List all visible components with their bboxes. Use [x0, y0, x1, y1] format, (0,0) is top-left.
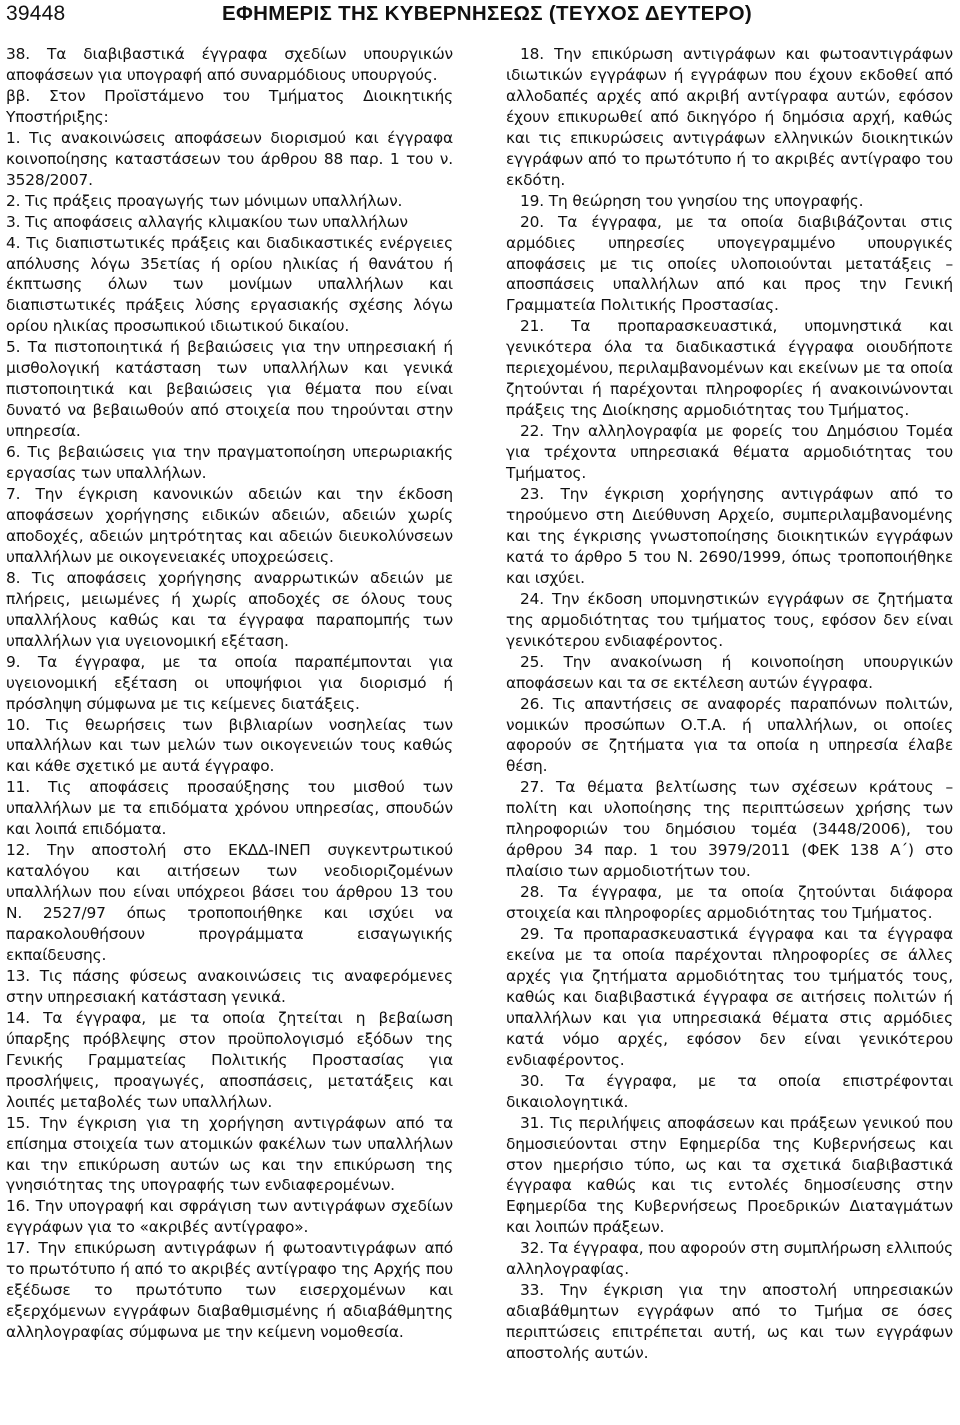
right-column	[506, 44, 953, 1364]
paragraph: 11. Τις αποφάσεις προσαύξησης του μισθού των υπαλλήλων με τα επιδόματα χρόνου υπηρεσίας, σπουδών και λοιπά επιδόματα.	[6, 778, 453, 839]
paragraph: 27. Τα θέματα βελτίωσης των σχέσεων κράτους – πολίτη και υλοποίησης της περιπτώσεων χρήσης των πληροφοριών του δημόσιου τομέα (3448/2006), του άρθρου 34 παρ. 1 του 3979/2011 (ΦΕΚ 138 Α΄) στο πλαίσιο των αρμοδιοτήτων του.	[506, 778, 953, 881]
paragraph: 14. Τα έγγραφα, με τα οποία ζητείται η βεβαίωση ύπαρξης πρόβλεψης στον προϋπολογισμό εξόδων της Γενικής Γραμματείας Πολιτικής Προστασίας για προσλήψεις, προαγωγές, αποσπάσεις, μετατάξεις και λοιπές μεταβολές των υπαλλήλων.	[6, 1008, 453, 1111]
paragraph: 3. Τις αποφάσεις αλλαγής κλιμακίου των υπαλλήλων	[6, 212, 408, 231]
paragraph: 16. Την υπογραφή και σφράγιση των αντιγράφων σχεδίων εγγράφων για το «ακριβές αντίγραφο».	[6, 1197, 453, 1237]
paragraph: 31. Τις περιλήψεις αποφάσεων και πράξεων γενικού που δημοσιεύονται στην Εφημερίδα της Κυβερνήσεως και στον ημερήσιο τύπο, ως και τα σχετικά διαβιβαστικά έγγραφα καθώς και τις εντολές δημοσίευσης στην Εφημερίδα της Κυβερνήσεως Προεδρικών Διαταγμάτων και λοιπών πράξεων.	[506, 1113, 953, 1237]
paragraph: 29. Τα προπαρασκευαστικά έγγραφα και τα έγγραφα εκείνα με τα οποία παρέχονται πληροφορίες σε άλλες αρχές για ζητήματα αρμοδιότητας του τμήματός τους, καθώς και διαβιβαστικά έγγραφα σε αιτήσεις πολιτών ή υπαλλήλων και για υπηρεσιακά θέματα στις αρμόδιες κατά νόμο αρχές, εφόσον δεν είναι γενικότερου ενδιαφέροντος.	[506, 925, 953, 1069]
paragraph: 22. Την αλληλογραφία με φορείς του Δημόσιου Τομέα για τρέχοντα υπηρεσιακά θέματα αρμοδιότητας του Τμήματος.	[506, 422, 953, 483]
paragraph: 6. Τις βεβαιώσεις για την πραγματοποίηση υπερωριακής εργασίας των υπαλλήλων.	[6, 443, 453, 483]
paragraph: 8. Τις αποφάσεις χορήγησης αναρρωτικών αδειών με πλήρεις, μειωμένες ή χωρίς αποδοχές σε όλους τους υπαλλήλους καθώς και τα έγγραφα παραπομπής των υπαλλήλων για υγειονομική εξέταση.	[6, 568, 453, 650]
paragraph: 30. Τα έγγραφα, με τα οποία επιστρέφονται δικαιολογητικά.	[506, 1071, 953, 1111]
paragraph: 19. Τη θεώρηση του γνησίου της υπογραφής.	[520, 191, 864, 210]
paragraph: 23. Την έγκριση χορήγησης αντιγράφων από το τηρούμενο στη Διεύθυνση Αρχείο, συμπεριλαμβανομένης και της έγκρισης γνωστοποίησης διοικητικών εγγράφων κατά το άρθρο 5 του Ν. 2690/1999, όπως τροποποιήθηκε και ισχύει.	[506, 485, 953, 587]
paragraph: 38. Τα διαβιβαστικά έγγραφα σχεδίων υπουργικών αποφάσεων για υπογραφή από συναρμόδιους υπουργούς.	[6, 45, 453, 84]
paragraph: 4. Τις διαπιστωτικές πράξεις και διαδικαστικές ενέργειες απόλυσης λόγω 35ετίας ή ορίου ηλικίας ή θανάτου ή έκπτωσης όλων των μονίμων υπαλλήλων και διαπιστωτικές πράξεις λύσης εργασιακής σχέσης λόγω ορίου ηλικίας προσωπικού ιδιωτικού δικαίου.	[6, 233, 453, 336]
left-column	[6, 44, 453, 1343]
paragraph: 20. Τα έγγραφα, με τα οποία διαβιβάζονται στις αρμόδιες υπηρεσίες υπογεγραμμένο υπουργικές αποφάσεις με τις οποίες υλοποιούνται μετατάξεις – αποσπάσεις υπαλλήλων από και προς την Γενική Γραμματεία Πολιτικής Προστασίας.	[506, 212, 953, 315]
paragraph: 32. Τα έγγραφα, που αφορούν στη συμπλήρωση ελλιπούς αλληλογραφίας.	[506, 1239, 953, 1279]
paragraph: 1. Τις ανακοινώσεις αποφάσεων διορισμού και έγγραφα κοινοποίησης καταστάσεων του άρθρου 88 παρ. 1 του ν. 3528/2007.	[6, 128, 453, 189]
paragraph: 12. Την αποστολή στο ΕΚΔΔ-ΙΝΕΠ συγκεντρωτικού καταλόγου και αιτήσεων των νεοδιοριζομένων υπαλλήλων που είναι υπόχρεοι βάσει του άρθρου 13 του Ν. 2527/97 όπως τροποποιήθηκε και ισχύει να παρακολουθήσουν προγράμματα εισαγωγικής εκπαίδευσης.	[6, 841, 453, 964]
paragraph: 5. Τα πιστοποιητικά ή βεβαιώσεις για την υπηρεσιακή ή μισθολογική κατάσταση των υπαλλήλων και γενικά πιστοποιητικά και βεβαιώσεις για θέματα που είναι δυνατό να βεβαιωθούν από στοιχεία που τηρούνται στην υπηρεσία.	[6, 338, 453, 441]
paragraph: 7. Την έγκριση κανονικών αδειών και την έκδοση αποφάσεων χορήγησης ειδικών αδειών, αδειών χωρίς αποδοχές, αδειών μητρότητας και αδειών διευκολύνσεων υπαλλήλων με οικογενειακές υποχρεώσεις.	[6, 485, 453, 566]
paragraph: 28. Τα έγγραφα, με τα οποία ζητούνται διάφορα στοιχεία και πληροφορίες αρμοδιότητας του Τμήματος.	[506, 883, 953, 923]
gazette-title: ΕΦΗΜΕΡΙΣ ΤΗΣ ΚΥΒΕΡΝΗΣΕΩΣ (ΤΕΥΧΟΣ ΔΕΥΤΕΡΟ)	[222, 2, 752, 25]
paragraph: 33. Την έγκριση για την αποστολή υπηρεσιακών αδιαβάθμητων εγγράφων από το Τμήμα σε όσες περιπτώσεις επιτρέπεται αυτή, ως και των εγγράφων αποστολής αυτών.	[506, 1281, 953, 1363]
paragraph: 2. Τις πράξεις προαγωγής των μόνιμων υπαλλήλων.	[6, 191, 403, 210]
page-number: 39448	[6, 2, 66, 25]
paragraph: 10. Τις θεωρήσεις των βιβλιαρίων νοσηλείας των υπαλλήλων και των μελών των οικογενειών τους καθώς και κάθε σχετικό με αυτά έγγραφο.	[6, 715, 453, 776]
paragraph: 26. Τις απαντήσεις σε αναφορές παραπόνων πολιτών, νομικών προσώπων Ο.Τ.Α. ή υπαλλήλων, οι οποίες αφορούν σε ζητήματα για τα οποία η υπηρεσία έλαβε θέση.	[506, 694, 953, 776]
paragraph: 17. Την επικύρωση αντιγράφων ή φωτοαντιγράφων από το πρωτότυπο ή από το ακριβές αντίγραφο της Αρχής που εξέδωσε το πρωτότυπο των εισερχομένων και εξερχόμενων εγγράφων διαβαθμισμένης ή αδιαβάθμητης αλληλογραφίας σύμφωνα με την κείμενη νομοθεσία.	[6, 1239, 453, 1342]
paragraph: 9. Τα έγγραφα, με τα οποία παραπέμπονται για υγειονομική εξέταση οι υποψήφιοι για διορισμό ή πρόσληψη σύμφωνα με τις κείμενες διατάξεις.	[6, 652, 453, 713]
paragraph: 18. Την επικύρωση αντιγράφων και φωτοαντιγράφων ιδιωτικών εγγράφων ή εγγράφων που έχουν εκδοθεί από αλλοδαπές αρχές από ακριβή αντίγραφα αυτών, εφόσον έχουν επικυρωθεί από δικηγόρο ή δημόσια αρχή, καθώς και τις επικυρώσεις αντιγράφων ελληνικών διοικητικών εγγράφων από το πρωτότυπο ή το ακριβές αντίγραφο του εκδότη.	[506, 45, 953, 189]
page-header	[0, 0, 960, 38]
paragraph: 21. Τα προπαρασκευαστικά, υπομνηστικά και γενικότερα όλα τα διαδικαστικά έγγραφα οιουδήποτε περιεχομένου, περιλαμβανομένων και εκείνων με τα οποία ζητούνται ή παρέχονται πληροφορίες ή ανακοινώνονται πράξεις της Διοίκησης αρμοδιότητας του Τμήματος.	[506, 317, 953, 420]
paragraph: ββ. Στον Προϊστάμενο του Τμήματος Διοικητικής Υποστήριξης:	[6, 86, 453, 126]
paragraph: 13. Τις πάσης φύσεως ανακοινώσεις τις αναφερόμενες στην υπηρεσιακή κατάσταση γενικά.	[6, 966, 453, 1006]
paragraph: 25. Την ανακοίνωση ή κοινοποίηση υπουργικών αποφάσεων και τα σε εκτέλεση αυτών έγγραφα.	[506, 652, 953, 692]
paragraph: 24. Την έκδοση υπομνηστικών εγγράφων σε ζητήματα της αρμοδιότητας του τμήματος τους, εφόσον δεν είναι γενικότερου ενδιαφέροντος.	[506, 589, 953, 650]
paragraph: 15. Την έγκριση για τη χορήγηση αντιγράφων από τα επίσημα στοιχεία των ατομικών φακέλων των υπαλλήλων και την επικύρωση αυτών ως και την επικύρωση της γνησιότητας της υπογραφής των ενδιαφερομένων.	[6, 1113, 453, 1195]
